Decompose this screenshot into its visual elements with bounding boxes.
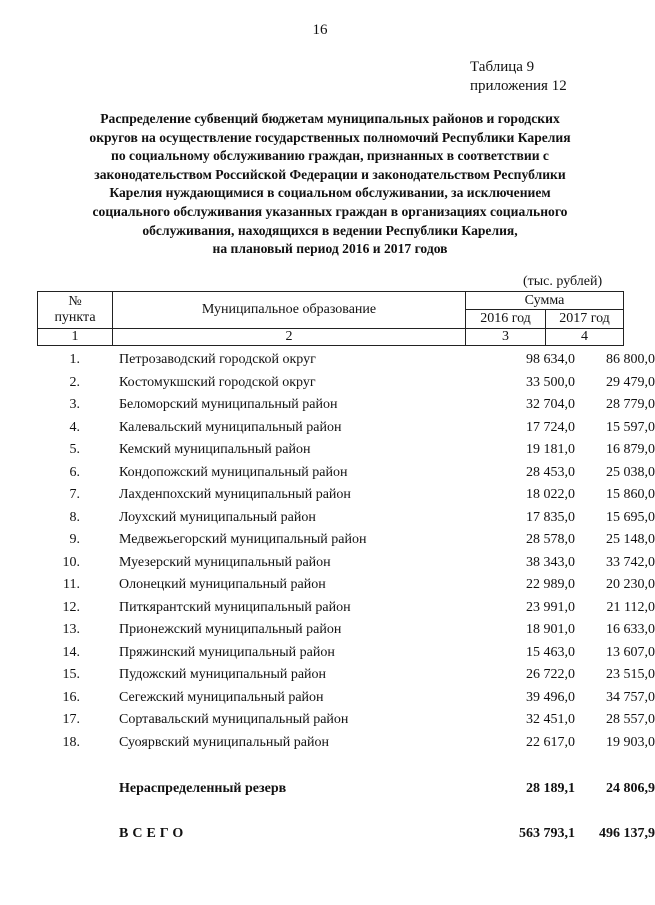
row-number: 11. <box>63 577 80 592</box>
row-name: Прионежский муниципальный район <box>119 622 342 637</box>
row-name: Лахденпохский муниципальный район <box>119 487 351 502</box>
row-value-2017: 33 742,0 <box>606 554 655 570</box>
total-label: ВСЕГО <box>119 826 188 841</box>
row-value-2017: 28 779,0 <box>606 397 655 412</box>
header-num-label: пункта <box>54 310 96 325</box>
row-value-2017: 23 515,0 <box>606 667 655 682</box>
row-number: 5. <box>69 442 80 457</box>
total-value-2016: 563 793,1 <box>519 826 575 841</box>
row-name: Калевальский муниципальный район <box>119 419 342 435</box>
reserve-value-2017: 24 806,9 <box>606 781 655 796</box>
header-num-symbol: № <box>68 294 82 309</box>
title-line: по социальному обслуживанию граждан, признанных в соответствии с <box>111 148 549 164</box>
row-value-2016: 28 578,0 <box>526 532 575 547</box>
row-number: 8. <box>69 509 80 525</box>
column-index: 4 <box>546 329 624 346</box>
row-name: Кемский муниципальный район <box>119 442 311 457</box>
row-value-2016: 18 901,0 <box>526 622 575 637</box>
row-value-2017: 20 230,0 <box>606 577 655 592</box>
row-number: 10. <box>62 554 80 570</box>
row-name: Суоярвский муниципальный район <box>119 734 329 750</box>
header-num-cell <box>38 292 113 329</box>
row-name: Петрозаводский городской округ <box>119 352 316 367</box>
row-value-2016: 38 343,0 <box>526 554 575 570</box>
header-year-2016: 2016 год <box>466 310 546 329</box>
row-name: Сегежский муниципальный район <box>119 689 324 705</box>
row-value-2016: 19 181,0 <box>526 442 575 457</box>
row-value-2017: 25 148,0 <box>606 532 655 547</box>
row-name: Муезерский муниципальный район <box>119 554 331 570</box>
row-value-2016: 22 617,0 <box>526 734 575 750</box>
row-value-2017: 15 695,0 <box>606 509 655 525</box>
row-value-2016: 18 022,0 <box>526 487 575 502</box>
row-value-2016: 39 496,0 <box>526 689 575 705</box>
row-value-2017: 15 597,0 <box>606 419 655 435</box>
reserve-label: Нераспределенный резерв <box>119 781 287 796</box>
row-number: 16. <box>62 689 80 705</box>
row-name: Кондопожский муниципальный район <box>119 464 348 480</box>
row-value-2017: 19 903,0 <box>606 734 655 750</box>
row-value-2017: 21 112,0 <box>606 599 655 615</box>
row-value-2016: 98 634,0 <box>526 352 575 367</box>
row-value-2016: 23 991,0 <box>526 599 575 615</box>
row-number: 4. <box>69 419 80 435</box>
document-title <box>40 110 620 259</box>
reserve-value-2016: 28 189,1 <box>526 781 575 796</box>
title-line: социального обслуживания указанных граждан в организациях социального <box>92 203 568 219</box>
column-index: 1 <box>38 329 113 346</box>
row-value-2016: 17 835,0 <box>526 509 575 525</box>
units-label: (тыс. рублей) <box>523 274 603 289</box>
column-index: 2 <box>113 329 466 346</box>
title-line: на плановый период 2016 и 2017 годов <box>212 241 448 257</box>
row-name: Медвежьегорский муниципальный район <box>119 532 367 547</box>
row-name: Олонецкий муниципальный район <box>119 577 326 592</box>
title-line: обслуживания, находящихся в ведении Республики Карелия, <box>142 222 518 238</box>
row-name: Костомукшский городской округ <box>119 374 316 390</box>
row-number: 18. <box>62 734 80 750</box>
row-value-2016: 28 453,0 <box>526 464 575 480</box>
column-index: 3 <box>466 329 546 346</box>
total-value-2017: 496 137,9 <box>599 826 655 841</box>
row-number: 6. <box>69 464 80 480</box>
page-number: 16 <box>312 22 328 38</box>
row-value-2016: 15 463,0 <box>526 644 575 660</box>
row-value-2016: 32 704,0 <box>526 397 575 412</box>
table-reference-line: приложения 12 <box>470 78 567 94</box>
title-line: Распределение субвенций бюджетам муниципальных районов и городских <box>100 111 560 126</box>
row-number: 9. <box>69 532 80 547</box>
title-line: округов на осуществление государственных полномочий Республики Карелия <box>89 129 571 145</box>
row-value-2016: 32 451,0 <box>526 712 575 727</box>
row-value-2017: 15 860,0 <box>606 487 655 502</box>
table-reference <box>470 58 567 96</box>
row-number: 2. <box>69 374 80 390</box>
row-number: 17. <box>62 712 80 727</box>
table-header <box>37 291 624 346</box>
row-value-2016: 22 989,0 <box>526 577 575 592</box>
row-value-2016: 33 500,0 <box>526 374 575 390</box>
row-name: Питкярантский муниципальный район <box>119 599 351 615</box>
row-number: 3. <box>69 397 80 412</box>
title-line: Карелия нуждающимися в социальном обслуживании, за исключением <box>109 185 551 201</box>
row-number: 15. <box>62 667 80 682</box>
row-value-2017: 28 557,0 <box>606 712 655 727</box>
row-value-2016: 26 722,0 <box>526 667 575 682</box>
title-line: законодательством Российской Федерации и законодательством Республики <box>94 166 566 182</box>
row-number: 7. <box>69 487 80 502</box>
row-number: 13. <box>62 622 80 637</box>
row-value-2017: 16 633,0 <box>606 622 655 637</box>
row-value-2017: 29 479,0 <box>606 374 655 390</box>
header-name-cell: Муниципальное образование <box>113 292 466 329</box>
row-name: Лоухский муниципальный район <box>119 509 316 525</box>
row-name: Беломорский муниципальный район <box>119 397 338 412</box>
row-name: Пряжинский муниципальный район <box>119 644 335 660</box>
row-value-2017: 13 607,0 <box>606 644 655 660</box>
row-name: Сортавальский муниципальный район <box>119 712 349 727</box>
header-sum-cell: Сумма <box>466 292 624 310</box>
row-name: Пудожский муниципальный район <box>119 667 327 682</box>
row-value-2017: 25 038,0 <box>606 464 655 480</box>
row-value-2016: 17 724,0 <box>526 419 575 435</box>
row-number: 1. <box>69 352 80 367</box>
row-value-2017: 34 757,0 <box>606 689 655 705</box>
row-number: 14. <box>62 644 80 660</box>
row-number: 12. <box>62 599 80 615</box>
header-year-2017: 2017 год <box>546 310 624 329</box>
table-reference-line: Таблица 9 <box>470 59 535 75</box>
row-value-2017: 16 879,0 <box>606 442 655 457</box>
row-value-2017: 86 800,0 <box>606 352 655 367</box>
